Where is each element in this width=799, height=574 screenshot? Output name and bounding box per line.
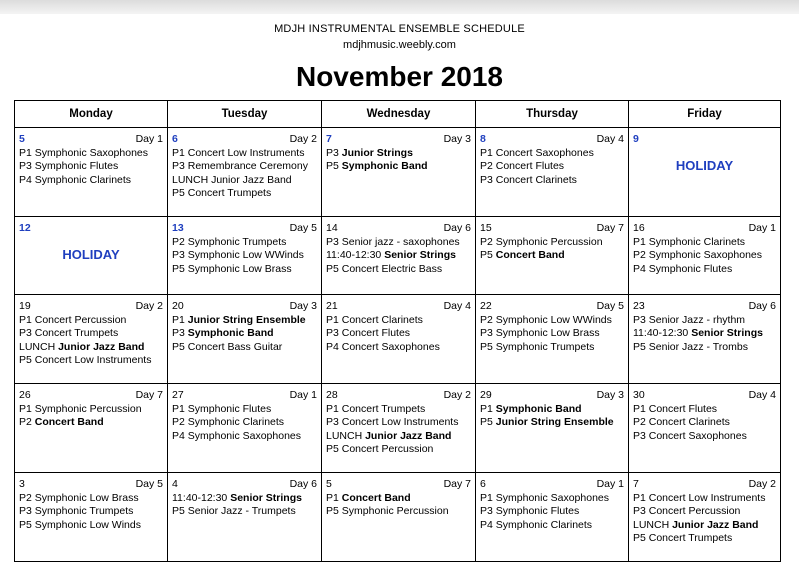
date-number: 5: [19, 133, 25, 145]
entry-text: 11:40-12:30: [633, 327, 692, 339]
entry-text: P3 Symphonic Low Brass: [480, 327, 600, 339]
schedule-entry: [480, 505, 624, 519]
week-row: [15, 473, 781, 562]
cycle-day-label: Day 3: [289, 300, 317, 312]
date-number: 12: [19, 222, 31, 234]
schedule-entry: [19, 416, 163, 430]
entry-text: P1 Concert Saxophones: [480, 146, 594, 159]
entry-text: 11:40-12:30: [172, 491, 231, 504]
entry-text: P4 Symphonic Clarinets: [19, 173, 132, 186]
entry-text: P3 Senior jazz - saxophones: [326, 235, 460, 248]
weekday-header: Tuesday: [168, 101, 322, 128]
date-number: 3: [19, 478, 25, 490]
ensemble-name: Junior Jazz Band: [672, 518, 759, 531]
schedule-entry: [172, 314, 317, 328]
entry-text: P1 Concert Clarinets: [326, 313, 423, 326]
cycle-day-label: Day 7: [596, 222, 624, 234]
ensemble-name: Junior String Ensemble: [495, 416, 614, 428]
day-cell: [168, 128, 322, 217]
entry-text: 11:40-12:30: [326, 249, 385, 261]
calendar-table: [14, 100, 781, 562]
entry-text: P1 Concert Low Instruments: [633, 491, 766, 504]
date-number: 28: [326, 389, 338, 401]
entry-text: P5 Symphonic Low Brass: [172, 262, 292, 275]
schedule-entry: [480, 519, 624, 533]
schedule-entry: [633, 492, 776, 506]
entry-text: P3: [172, 327, 188, 339]
day-cell: [322, 295, 476, 384]
weekday-header: Wednesday: [322, 101, 476, 128]
week-row: [15, 217, 781, 295]
cycle-day-label: Day 4: [596, 133, 624, 145]
holiday-label: HOLIDAY: [62, 246, 120, 262]
day-cell: [15, 473, 168, 562]
schedule-entry: [480, 416, 624, 430]
entry-text: P2 Concert Flutes: [480, 160, 565, 172]
schedule-entry: [326, 249, 471, 263]
day-cell: [629, 128, 781, 217]
entry-text: P4 Symphonic Clarinets: [480, 518, 593, 531]
entry-text: P4 Concert Saxophones: [326, 340, 440, 353]
cycle-day-label: Day 3: [443, 133, 471, 145]
schedule-entry: [326, 314, 471, 328]
cycle-day-label: Day 4: [443, 300, 471, 312]
entry-text: P3 Symphonic Trumpets: [19, 505, 134, 517]
cycle-day-label: Day 2: [443, 389, 471, 401]
date-number: 7: [326, 133, 332, 145]
entry-text: P1 Concert Flutes: [633, 402, 718, 415]
day-cell: [322, 217, 476, 295]
entry-text: P5 Symphonic Percussion: [326, 505, 449, 517]
day-cell: [168, 384, 322, 473]
date-number: 20: [172, 300, 184, 312]
day-cell: [168, 295, 322, 384]
schedule-entry: [633, 519, 776, 533]
date-number: 9: [633, 133, 639, 145]
date-number: 13: [172, 222, 184, 234]
entry-text: P5 Senior Jazz - Trombs: [633, 340, 748, 353]
schedule-entry: [19, 354, 163, 368]
day-cell: [476, 384, 629, 473]
day-cell: [322, 384, 476, 473]
cycle-day-label: Day 2: [289, 133, 317, 145]
entry-text: P3 Symphonic Flutes: [480, 505, 580, 517]
entry-text: P3: [326, 146, 342, 159]
entry-text: P5: [480, 416, 496, 428]
schedule-entry: [19, 519, 163, 533]
date-number: 26: [19, 389, 31, 401]
day-cell: [629, 384, 781, 473]
ensemble-name: Junior String Ensemble: [187, 313, 306, 326]
entry-text: P2 Symphonic Low Brass: [19, 491, 139, 504]
entry-text: P4 Symphonic Flutes: [633, 262, 733, 275]
schedule-entry: [19, 327, 163, 341]
date-number: 21: [326, 300, 338, 312]
schedule-entry: [633, 249, 776, 263]
weekday-header: Monday: [15, 101, 168, 128]
schedule-entry: [633, 416, 776, 430]
entry-text: P3 Remembrance Ceremony: [172, 160, 308, 172]
date-number: 14: [326, 222, 338, 234]
day-cell: [476, 128, 629, 217]
schedule-entry: [172, 147, 317, 161]
date-number: 16: [633, 222, 645, 234]
schedule-entry: [480, 147, 624, 161]
entry-text: P5 Symphonic Trumpets: [480, 340, 595, 353]
entry-text: P4 Symphonic Saxophones: [172, 429, 301, 442]
ensemble-name: Symphonic Band: [495, 402, 582, 415]
entry-text: P5: [326, 160, 342, 172]
schedule-entry: [633, 263, 776, 277]
day-cell: [476, 473, 629, 562]
schedule-entry: [326, 505, 471, 519]
schedule-entry: [19, 341, 163, 355]
schedule-entry: [172, 187, 317, 201]
day-cell: [629, 473, 781, 562]
schedule-entry: [326, 403, 471, 417]
schedule-entry: [326, 416, 471, 430]
day-cell: [322, 128, 476, 217]
date-number: 4: [172, 478, 178, 490]
entry-text: P3 Concert Saxophones: [633, 429, 747, 442]
entry-text: P1 Symphonic Saxophones: [19, 146, 148, 159]
cycle-day-label: Day 3: [596, 389, 624, 401]
schedule-entry: [633, 403, 776, 417]
day-cell: [629, 217, 781, 295]
entry-text: P2 Symphonic Trumpets: [172, 235, 287, 248]
entry-text: LUNCH: [19, 340, 59, 353]
day-cell: [476, 217, 629, 295]
date-number: 6: [172, 133, 178, 145]
ensemble-name: Senior Strings: [230, 491, 302, 504]
day-cell: [168, 217, 322, 295]
entry-text: P5 Senior Jazz - Trumpets: [172, 505, 296, 517]
entry-text: P1 Concert Trumpets: [326, 402, 426, 415]
day-cell: [322, 473, 476, 562]
entry-text: P1 Concert Low Instruments: [172, 146, 305, 159]
schedule-entry: [172, 174, 317, 188]
schedule-entry: [480, 314, 624, 328]
schedule-entry: [19, 147, 163, 161]
cycle-day-label: Day 4: [748, 389, 776, 401]
entry-text: P3 Concert Clarinets: [480, 173, 577, 186]
entry-text: P3 Senior Jazz - rhythm: [633, 313, 746, 326]
entry-text: P2 Symphonic Clarinets: [172, 416, 285, 428]
schedule-title: MDJH INSTRUMENTAL ENSEMBLE SCHEDULE: [274, 23, 525, 35]
schedule-entry: [172, 160, 317, 174]
date-number: 7: [633, 478, 639, 490]
cycle-day-label: Day 2: [135, 300, 163, 312]
day-cell: [629, 295, 781, 384]
schedule-entry: [172, 327, 317, 341]
week-row: [15, 128, 781, 217]
cycle-day-label: Day 1: [596, 478, 624, 490]
entry-text: LUNCH: [633, 518, 673, 531]
cycle-day-label: Day 6: [289, 478, 317, 490]
website-link[interactable]: mdjhmusic.weebly.com: [343, 39, 456, 51]
entry-text: P5 Symphonic Low Winds: [19, 518, 141, 531]
day-cell: [476, 295, 629, 384]
entry-text: P5 Concert Trumpets: [172, 187, 272, 199]
ensemble-name: Symphonic Band: [187, 327, 274, 339]
schedule-entry: [172, 236, 317, 250]
schedule-entry: [19, 403, 163, 417]
schedule-entry: [480, 249, 624, 263]
day-cell: [168, 473, 322, 562]
entry-text: P1: [480, 402, 496, 415]
schedule-entry: [633, 341, 776, 355]
cycle-day-label: Day 1: [748, 222, 776, 234]
schedule-entry: [326, 430, 471, 444]
entry-text: P5 Concert Low Instruments: [19, 354, 152, 366]
ensemble-name: Symphonic Band: [341, 160, 428, 172]
entry-text: P5 Concert Bass Guitar: [172, 340, 283, 353]
cycle-day-label: Day 7: [135, 389, 163, 401]
entry-text: P5 Concert Percussion: [326, 443, 434, 455]
date-number: 23: [633, 300, 645, 312]
week-row: [15, 384, 781, 473]
schedule-entry: [633, 327, 776, 341]
weekday-header: Thursday: [476, 101, 629, 128]
ensemble-name: Senior Strings: [691, 327, 763, 339]
entry-text: P1 Symphonic Saxophones: [480, 491, 609, 504]
entry-text: P2 Symphonic Low WWinds: [480, 313, 612, 326]
schedule-entry: [172, 249, 317, 263]
entry-text: P3 Concert Percussion: [633, 505, 741, 517]
schedule-entry: [633, 532, 776, 546]
entry-text: P2 Symphonic Saxophones: [633, 249, 762, 261]
schedule-entry: [326, 263, 471, 277]
cycle-day-label: Day 6: [748, 300, 776, 312]
schedule-entry: [326, 327, 471, 341]
date-number: 27: [172, 389, 184, 401]
cycle-day-label: Day 5: [596, 300, 624, 312]
date-number: 8: [480, 133, 486, 145]
entry-text: P1: [172, 313, 188, 326]
schedule-entry: [326, 341, 471, 355]
entry-text: P1 Symphonic Clarinets: [633, 235, 746, 248]
schedule-entry: [480, 174, 624, 188]
day-cell: [15, 295, 168, 384]
entry-text: P1 Symphonic Percussion: [19, 402, 142, 415]
entry-text: P5 Concert Electric Bass: [326, 262, 443, 275]
entry-text: P3 Concert Low Instruments: [326, 416, 459, 428]
schedule-entry: [172, 263, 317, 277]
cycle-day-label: Day 1: [289, 389, 317, 401]
day-cell: [15, 128, 168, 217]
month-title: November 2018: [295, 61, 503, 92]
date-number: 29: [480, 389, 492, 401]
schedule-entry: [326, 236, 471, 250]
schedule-entry: [480, 492, 624, 506]
entry-text: P3 Symphonic Low WWinds: [172, 249, 304, 261]
cycle-day-label: Day 7: [443, 478, 471, 490]
entry-text: P3 Concert Trumpets: [19, 327, 119, 339]
schedule-entry: [480, 236, 624, 250]
schedule-entry: [480, 160, 624, 174]
ensemble-name: Senior Strings: [384, 249, 456, 261]
schedule-entry: [480, 341, 624, 355]
entry-text: P2 Symphonic Percussion: [480, 235, 603, 248]
entry-text: P2: [19, 416, 35, 428]
cycle-day-label: Day 5: [135, 478, 163, 490]
entry-text: P1 Symphonic Flutes: [172, 402, 272, 415]
date-number: 30: [633, 389, 645, 401]
day-cell: [15, 384, 168, 473]
schedule-entry: [19, 492, 163, 506]
date-number: 5: [326, 478, 332, 490]
ensemble-name: Concert Band: [34, 416, 104, 428]
entry-text: P5 Concert Trumpets: [633, 532, 733, 544]
ensemble-name: Concert Band: [495, 249, 565, 261]
entry-text: P2 Concert Clarinets: [633, 416, 730, 428]
schedule-entry: [633, 236, 776, 250]
schedule-entry: [326, 443, 471, 457]
week-row: [15, 295, 781, 384]
ensemble-name: Concert Band: [341, 491, 411, 504]
weekday-header-row: [15, 101, 781, 128]
schedule-entry: [326, 160, 471, 174]
schedule-entry: [326, 147, 471, 161]
schedule-entry: [480, 327, 624, 341]
entry-text: P5: [480, 249, 496, 261]
schedule-entry: [19, 505, 163, 519]
date-number: 19: [19, 300, 31, 312]
schedule-entry: [172, 341, 317, 355]
top-bar: [0, 0, 799, 14]
ensemble-name: Junior Jazz Band: [58, 340, 145, 353]
date-number: 6: [480, 478, 486, 490]
schedule-entry: [172, 403, 317, 417]
cycle-day-label: Day 1: [135, 133, 163, 145]
entry-text: P1 Concert Percussion: [19, 313, 127, 326]
cycle-day-label: Day 5: [289, 222, 317, 234]
schedule-entry: [633, 505, 776, 519]
entry-text: LUNCH: [326, 429, 366, 442]
entry-text: P3 Concert Flutes: [326, 327, 411, 339]
schedule-entry: [480, 403, 624, 417]
entry-text: P1: [326, 491, 342, 504]
schedule-entry: [172, 416, 317, 430]
day-cell: [15, 217, 168, 295]
schedule-entry: [172, 430, 317, 444]
date-number: 22: [480, 300, 492, 312]
schedule-entry: [326, 492, 471, 506]
ensemble-name: Junior Jazz Band: [365, 429, 452, 442]
schedule-entry: [633, 430, 776, 444]
schedule-entry: [172, 492, 317, 506]
schedule-entry: [172, 505, 317, 519]
entry-text: P3 Symphonic Flutes: [19, 160, 119, 172]
cycle-day-label: Day 6: [443, 222, 471, 234]
holiday-label: HOLIDAY: [675, 157, 734, 173]
schedule-entry: [633, 314, 776, 328]
schedule-entry: [19, 314, 163, 328]
date-number: 15: [480, 222, 492, 234]
schedule-entry: [19, 174, 163, 188]
weekday-header: Friday: [629, 101, 781, 128]
ensemble-name: Junior Strings: [341, 146, 413, 159]
entry-text: LUNCH Junior Jazz Band: [172, 173, 292, 186]
schedule-entry: [19, 160, 163, 174]
cycle-day-label: Day 2: [748, 478, 776, 490]
